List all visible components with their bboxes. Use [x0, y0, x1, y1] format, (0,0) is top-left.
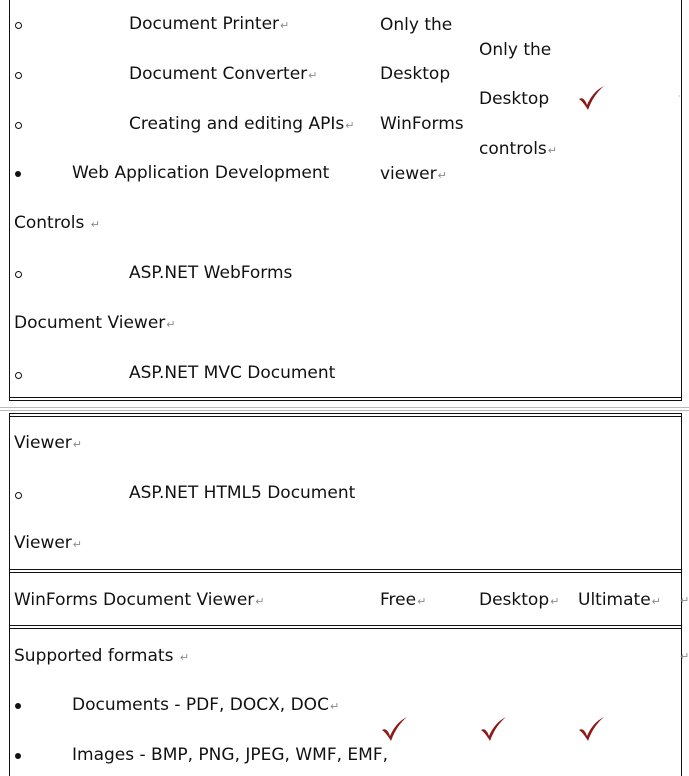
- row-title: Supported formats ↵: [14, 646, 190, 666]
- page-break-line-2: [0, 410, 689, 411]
- paragraph-mark: ↵: [179, 651, 190, 664]
- paragraph-mark: ↵: [417, 595, 427, 608]
- bullet-icon: [15, 753, 21, 759]
- paragraph-mark: ↵: [255, 595, 265, 608]
- list-item: Web Application Development: [72, 163, 330, 183]
- paragraph-mark: ↵: [72, 438, 83, 451]
- list-item: Images - BMP, PNG, JPEG, WMF, EMF,: [72, 745, 389, 765]
- header-product-name: WinForms Document Viewer↵: [14, 590, 265, 610]
- paragraph-mark: ↵: [437, 169, 447, 182]
- list-item: ASP.NET WebForms: [129, 263, 293, 283]
- circle-bullet-icon: [15, 271, 22, 278]
- paragraph-mark: ↵: [72, 538, 83, 551]
- bullet-icon: [15, 703, 21, 709]
- paragraph-mark: ↵: [680, 650, 689, 663]
- list-item: Document Converter↵: [129, 64, 318, 84]
- paragraph-mark: ↵: [680, 594, 689, 607]
- upper-table-right-border: [681, 0, 682, 400]
- cell-text-line: WinForms: [380, 114, 464, 134]
- page-break-gap: [0, 401, 689, 417]
- paragraph-mark: ↵: [308, 69, 318, 82]
- row-divider: [9, 625, 682, 626]
- list-item: Creating and editing APIs↵: [129, 114, 355, 134]
- list-item: Documents - PDF, DOCX, DOC↵: [72, 695, 340, 715]
- cell-text-line: Desktop: [380, 64, 451, 84]
- circle-bullet-icon: [15, 22, 22, 29]
- circle-bullet-icon: [15, 72, 22, 79]
- cell-text-line: controls↵: [479, 139, 558, 159]
- list-item-continuation: Viewer↵: [14, 433, 83, 453]
- row-divider-2: [9, 628, 682, 629]
- lower-table-left-border: [9, 413, 10, 776]
- bullet-icon: [15, 171, 21, 177]
- header-free: Free↵: [380, 590, 427, 610]
- paragraph-mark: ↵: [345, 119, 355, 132]
- upper-table-bottom-border: [9, 397, 682, 398]
- list-item: ASP.NET MVC Document: [129, 363, 336, 383]
- paragraph-mark: ↵: [329, 700, 340, 713]
- checkmark-icon: [577, 716, 605, 742]
- cell-text-line: viewer↵: [380, 164, 447, 184]
- circle-bullet-icon: [15, 372, 22, 379]
- paragraph-mark: ·: [678, 92, 681, 101]
- checkmark-icon: [479, 716, 507, 742]
- row-divider-2: [9, 572, 682, 573]
- page-break-line: [0, 407, 689, 408]
- circle-bullet-icon: [15, 492, 22, 499]
- list-item-continuation: Document Viewer↵: [14, 313, 176, 333]
- cell-text-line: Only the: [380, 15, 453, 35]
- circle-bullet-icon: [15, 122, 22, 129]
- checkmark-icon: [577, 85, 605, 111]
- row-divider: [9, 569, 682, 570]
- list-item: Document Printer↵: [129, 14, 290, 34]
- paragraph-mark: ↵: [651, 595, 661, 608]
- upper-table-left-border: [9, 0, 10, 400]
- list-item-continuation: Viewer↵: [14, 533, 83, 553]
- header-desktop: Desktop↵: [479, 590, 560, 610]
- paragraph-mark: ↵: [166, 318, 176, 331]
- paragraph-mark: ↵: [280, 19, 290, 32]
- cell-text-line: Desktop: [479, 89, 550, 109]
- lower-table-top-border: [9, 413, 682, 414]
- lower-table-top-border-2: [9, 416, 682, 417]
- paragraph-mark: ↵: [547, 144, 558, 157]
- checkmark-icon: [380, 716, 408, 742]
- paragraph-mark: ↵: [90, 218, 100, 231]
- paragraph-mark: ↵: [550, 595, 560, 608]
- list-item-continuation: Controls ↵: [14, 213, 100, 233]
- header-ultimate: Ultimate↵: [578, 590, 661, 610]
- list-item: ASP.NET HTML5 Document: [129, 483, 356, 503]
- cell-text-line: Only the: [479, 40, 552, 60]
